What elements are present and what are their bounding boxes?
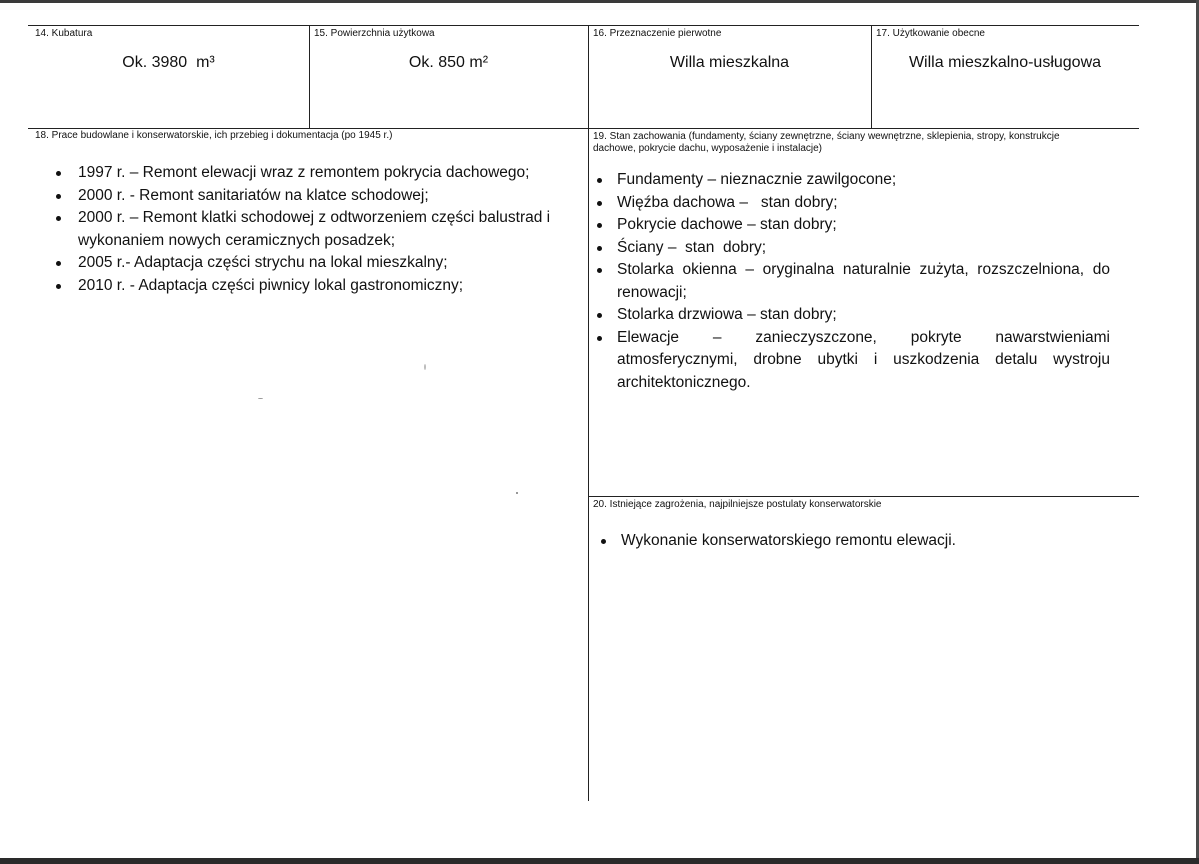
list-item: Stolarka okienna – oryginalna naturalnie zużyta, rozszczelniona, do renowacji; xyxy=(593,259,1110,304)
section-20-label: 20. Istniejące zagrożenia, najpilniejsze postulaty konserwatorskie xyxy=(593,499,882,510)
section-14-value: Ok. 3980 m³ xyxy=(122,54,215,71)
scan-edge-bottom xyxy=(0,858,1199,864)
section-18-list xyxy=(54,162,564,297)
list-item: 2000 r. – Remont klatki schodowej z odtworzeniem części balustrad i wykonaniem nowych ceramicznych posadzek; xyxy=(54,207,564,252)
list-item: Wykonanie konserwatorskiego remontu elewacji. xyxy=(597,530,1117,553)
list-item: Pokrycie dachowe – stan dobry; xyxy=(593,214,1110,237)
section-15-label: 15. Powierzchnia użytkowa xyxy=(314,28,435,39)
section-16-value: Willa mieszkalna xyxy=(669,54,790,71)
section-18-label: 18. Prace budowlane i konserwatorskie, ich przebieg i dokumentacja (po 1945 r.) xyxy=(35,130,393,141)
section-19-label: 19. Stan zachowania (fundamenty, ściany zewnętrzne, ściany wewnętrzne, sklepienia, stropy, konstrukcje dachowe, pokrycie dachu, wyposażenie i instalacje) xyxy=(593,131,1060,154)
scan-speck xyxy=(424,364,426,370)
row1-bottom-border xyxy=(28,128,1139,129)
scan-speck xyxy=(258,398,263,399)
list-item: 2000 r. - Remont sanitariatów na klatce schodowej; xyxy=(54,185,564,208)
section-16-label: 16. Przeznaczenie pierwotne xyxy=(593,28,722,39)
section-19-list xyxy=(593,169,1110,394)
list-item: 1997 r. – Remont elewacji wraz z remontem pokrycia dachowego; xyxy=(54,162,564,185)
section-14-label: 14. Kubatura xyxy=(35,28,93,39)
table-top-border xyxy=(28,25,1139,26)
list-item: Fundamenty – nieznacznie zawilgocone; xyxy=(593,169,1110,192)
section-20-top-border xyxy=(588,496,1139,497)
list-item: Więźba dachowa – stan dobry; xyxy=(593,192,1110,215)
divider-14-15 xyxy=(309,25,310,129)
section-15-value: Ok. 850 m² xyxy=(408,54,489,71)
scan-edge-top xyxy=(0,0,1199,3)
section-17-value: Willa mieszkalno-usługowa xyxy=(908,54,1102,71)
list-item: Elewacje – zanieczyszczone, pokryte nawarstwieniami atmosferycznymi, drobne ubytki i uszkodzenia detalu wystroju architektonicznego. xyxy=(593,327,1110,395)
section-20-list xyxy=(597,530,1117,553)
scan-speck xyxy=(516,492,518,494)
list-item: Ściany – stan dobry; xyxy=(593,237,1110,260)
list-item: 2005 r.- Adaptacja części strychu na lokal mieszkalny; xyxy=(54,252,564,275)
list-item: Stolarka drzwiowa – stan dobry; xyxy=(593,304,1110,327)
divider-center xyxy=(588,25,589,801)
section-17-label: 17. Użytkowanie obecne xyxy=(876,28,985,39)
divider-16-17 xyxy=(871,25,872,129)
list-item: 2010 r. - Adaptacja części piwnicy lokal gastronomiczny; xyxy=(54,275,564,298)
